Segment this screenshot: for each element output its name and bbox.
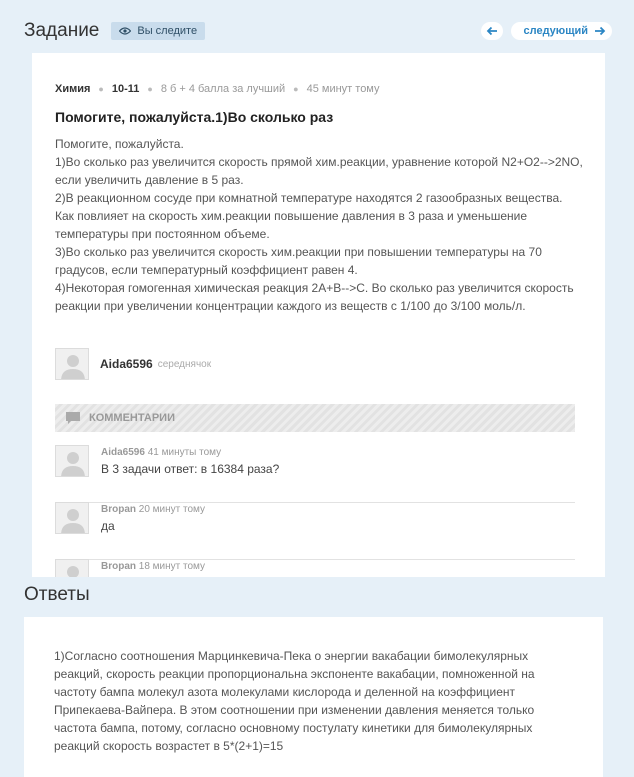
avatar[interactable] xyxy=(55,559,89,577)
comments-header xyxy=(55,404,575,432)
comment-item xyxy=(55,445,575,503)
avatar[interactable] xyxy=(55,502,89,534)
task-card xyxy=(32,53,605,577)
comment-text: да xyxy=(101,519,115,533)
default-avatar-icon xyxy=(56,349,89,380)
meta-separator: ● xyxy=(293,84,299,94)
grade-link[interactable]: 10-11 xyxy=(111,83,140,95)
comment-time: 41 минуты тому xyxy=(147,447,222,458)
author-name[interactable]: Aida6596 xyxy=(100,357,153,371)
default-avatar-icon xyxy=(56,503,89,534)
speech-bubble-icon xyxy=(65,411,81,425)
follow-button[interactable] xyxy=(111,22,205,40)
question-line: 3)Во сколько раз увеличится скорость хим.реакции при повышении температуры на 70 градусов, если температурный коэффициент равен 4. xyxy=(55,245,542,277)
follow-label: Вы следите xyxy=(137,25,198,37)
page-title: Задание xyxy=(24,20,100,41)
question-line: 1)Во сколько раз увеличится скорость прямой хим.реакции, уравнение которой N2+O2-->2NO, если увеличить давление в 5 раз. xyxy=(55,155,583,187)
task-navigation xyxy=(481,22,612,40)
question-title: Помогите, пожалуйста.1)Во сколько раз xyxy=(55,109,334,125)
answer-text: 1)Согласно соотношения Марцинкевича-Пека о энергии вакабации бимолекулярных реакций, скорость реакции пропорциональна экспоненте вакабации, помноженной на частоту бампа молекул азота молекулами кислорода и деленной на коэффициент Припекаева-Вайпера. В этом соотношении при изменении давления меняется только частота бампа, потому, согласно основному постулату кинетики для бимолекулярных реакций скорость возрастет в 5*(2+1)=15 xyxy=(54,649,535,753)
answers-title: Ответы xyxy=(24,584,90,605)
question-body xyxy=(55,135,583,315)
meta-separator: ● xyxy=(98,84,104,94)
comment-meta xyxy=(101,447,221,458)
comment-author[interactable]: Bropan xyxy=(101,504,136,515)
comment-time: 18 минут тому xyxy=(138,561,206,572)
comment-time: 20 минут тому xyxy=(138,504,206,515)
comment-meta xyxy=(101,561,205,572)
task-time: 45 минут тому xyxy=(306,83,380,95)
question-author xyxy=(55,348,211,380)
answer-card xyxy=(24,617,603,777)
comment-text: В 3 задачи ответ: в 16384 раза? xyxy=(101,462,280,476)
arrow-left-icon xyxy=(486,26,498,36)
arrow-right-icon xyxy=(594,26,606,36)
question-line: 4)Некоторая гомогенная химическая реакция 2A+B-->C. Во сколько раз увеличится скорость реакции при увеличении концентрации каждого из веществ с 1/100 до 3/100 моль/л. xyxy=(55,281,574,313)
meta-separator: ● xyxy=(147,84,153,94)
default-avatar-icon xyxy=(56,560,89,577)
comment-meta xyxy=(101,504,205,515)
comment-item xyxy=(55,559,575,577)
previous-button[interactable] xyxy=(481,22,503,40)
next-label: следующий xyxy=(523,25,588,37)
comment-author[interactable]: Aida6596 xyxy=(101,447,145,458)
question-line: Помогите, пожалуйста. xyxy=(55,137,184,151)
avatar[interactable] xyxy=(55,348,89,380)
next-button[interactable] xyxy=(511,22,612,40)
comment-item xyxy=(55,502,575,560)
default-avatar-icon xyxy=(56,446,89,477)
question-line: 2)В реакционном сосуде при комнатной температуре находятся 2 газообразных вещества. Как повлияет на скорость хим.реакции повышение давления в 3 раза и уменьшение температуры при постоянном объеме. xyxy=(55,191,563,241)
task-points: 8 б + 4 балла за лучший xyxy=(160,83,286,95)
subject-link[interactable]: Химия xyxy=(55,83,91,95)
comments-label: КОММЕНТАРИИ xyxy=(89,412,175,424)
task-header xyxy=(24,18,205,44)
task-meta xyxy=(55,83,380,95)
avatar[interactable] xyxy=(55,445,89,477)
eye-icon xyxy=(119,27,131,35)
comment-author[interactable]: Bropan xyxy=(101,561,136,572)
author-rank: середнячок xyxy=(157,358,212,370)
